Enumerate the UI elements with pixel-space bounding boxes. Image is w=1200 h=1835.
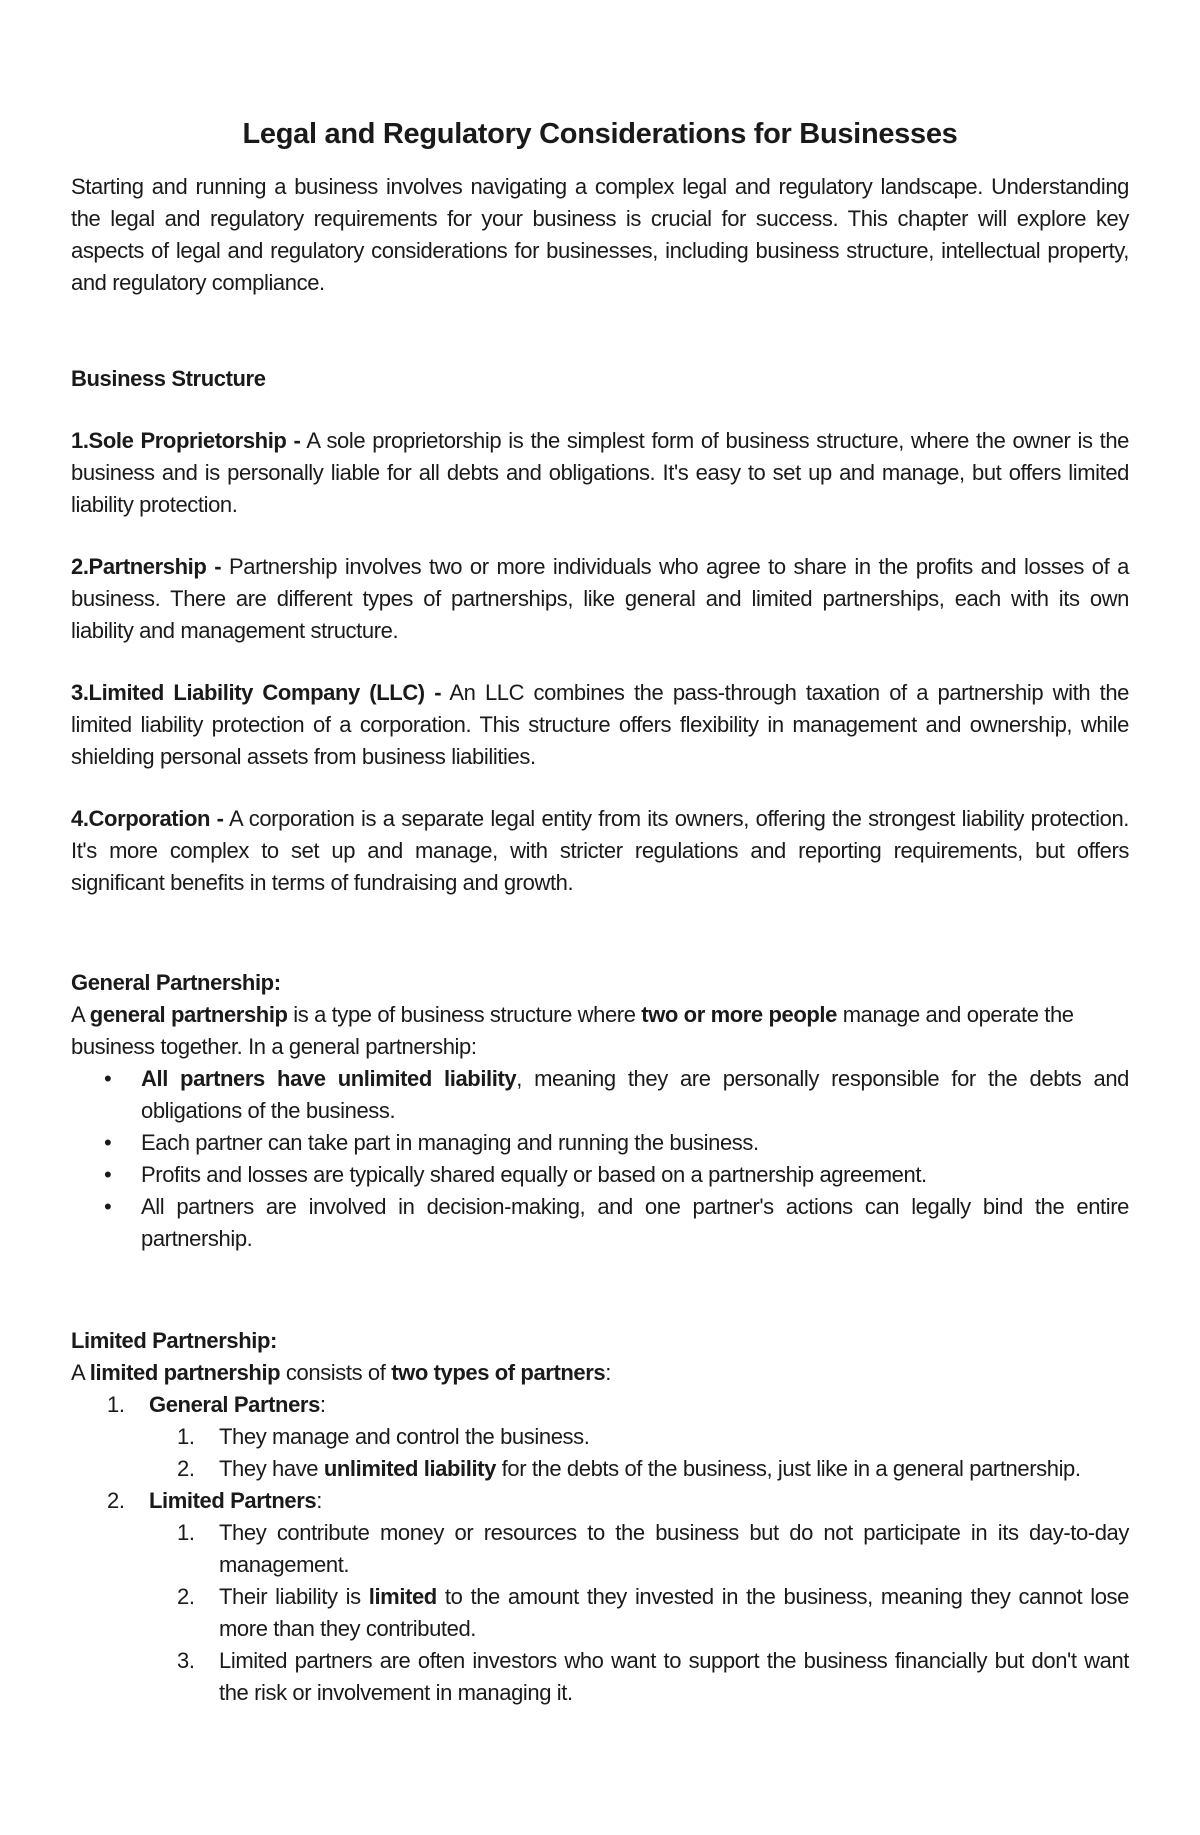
bullet-icon: • <box>104 1130 112 1155</box>
structure-item-text: A sole proprietorship is the simplest form of business structure, where the owner is the business and is personally liable for all debts and obligations. It's easy to set up and manage, but offers limited liability protection. <box>71 428 1130 517</box>
structure-item-label: 1.Sole Proprietorship - <box>71 428 301 453</box>
list-item: • Profits and losses are typically shared equally or based on a partnership agreement. <box>141 1159 1129 1191</box>
structure-item-sole-proprietorship <box>71 425 1129 521</box>
structure-item-label: 4.Corporation - <box>71 806 224 831</box>
general-partnership-list <box>71 1063 1129 1255</box>
limited-partnership-section <box>71 1325 1129 1709</box>
list-item: • All partners are involved in decision-making, and one partner's actions can legally bind the entire partnership. <box>141 1191 1129 1255</box>
structure-item-corporation <box>71 803 1129 899</box>
limited-partnership-heading: Limited Partnership: <box>71 1328 277 1353</box>
list-item-limited-partners: 2. Limited Partners: 1. They contribute money or resources to the business but do not participate in its day-to-day management. 2. Their liability is limited to the amount they invested in the business, meaning they cannot lose more than they contributed. 3. Limited partners are often investors who want to support the business financially but don't want the risk or involvement in managing it. <box>71 1485 1129 1709</box>
list-number: 1. <box>177 1520 195 1545</box>
structure-item-text: A corporation is a separate legal entity from its owners, offering the strongest liability protection. It's more complex to set up and manage, with stricter regulations and reporting requirements, but offers significant benefits in terms of fundraising and growth. <box>71 806 1130 895</box>
list-number: 2. <box>177 1456 195 1481</box>
list-number: 2. <box>107 1488 125 1513</box>
list-item: 2. They have unlimited liability for the debts of the business, just like in a general partnership. <box>149 1453 1129 1485</box>
list-number: 1. <box>177 1424 195 1449</box>
list-item-general-partners: 1. General Partners: 1. They manage and control the business. 2. They have unlimited liability for the debts of the business, just like in a general partnership. <box>71 1389 1129 1485</box>
structure-item-label: 3.Limited Liability Company (LLC) - <box>71 680 442 705</box>
bullet-icon: • <box>104 1194 112 1219</box>
list-number: 2. <box>177 1584 195 1609</box>
bullet-icon: • <box>104 1162 112 1187</box>
list-item: 2. Their liability is limited to the amount they invested in the business, meaning they cannot lose more than they contributed. <box>149 1581 1129 1645</box>
structure-item-llc <box>71 677 1129 773</box>
general-partnership-section <box>71 967 1129 1255</box>
partner-types-list <box>71 1389 1129 1709</box>
structure-item-label: 2.Partnership - <box>71 554 222 579</box>
list-item: • Each partner can take part in managing and running the business. <box>141 1127 1129 1159</box>
list-item: • All partners have unlimited liability, meaning they are personally responsible for the debts and obligations of the business. <box>141 1063 1129 1127</box>
intro-paragraph: Starting and running a business involves navigating a complex legal and regulatory landscape. Understanding the legal and regulatory requirements for your business is crucial for success. This chapter will explore key aspects of legal and regulatory considerations for businesses, including business structure, intellectual property, and regulatory compliance. <box>71 174 1129 295</box>
list-item: 3. Limited partners are often investors who want to support the business financially but don't want the risk or involvement in managing it. <box>149 1645 1129 1709</box>
bullet-icon: • <box>104 1066 112 1091</box>
list-number: 3. <box>177 1648 195 1673</box>
business-structure-heading: Business Structure <box>71 366 266 391</box>
limited-partnership-intro: A limited partnership consists of two types of partners: <box>71 1360 611 1385</box>
document-title: Legal and Regulatory Considerations for Businesses <box>242 118 958 150</box>
list-item: 1. They contribute money or resources to the business but do not participate in its day-to-day management. <box>149 1517 1129 1581</box>
list-number: 1. <box>107 1392 125 1417</box>
general-partners-sublist <box>149 1421 1129 1485</box>
structure-item-partnership <box>71 551 1129 647</box>
structure-item-text: An LLC combines the pass-through taxation of a partnership with the limited liability protection of a corporation. This structure offers flexibility in management and ownership, while shielding personal assets from business liabilities. <box>71 680 1129 769</box>
list-item: 1. They manage and control the business. <box>149 1421 1129 1453</box>
structure-item-text: Partnership involves two or more individuals who agree to share in the profits and losses of a business. There are different types of partnerships, like general and limited partnerships, each with its own liability and management structure. <box>71 554 1130 643</box>
limited-partners-sublist <box>149 1517 1129 1709</box>
general-partnership-heading: General Partnership: <box>71 970 281 995</box>
general-partnership-intro: A general partnership is a type of business structure where two or more people manage and operate the business together. In a general partnership: <box>71 1002 1074 1059</box>
